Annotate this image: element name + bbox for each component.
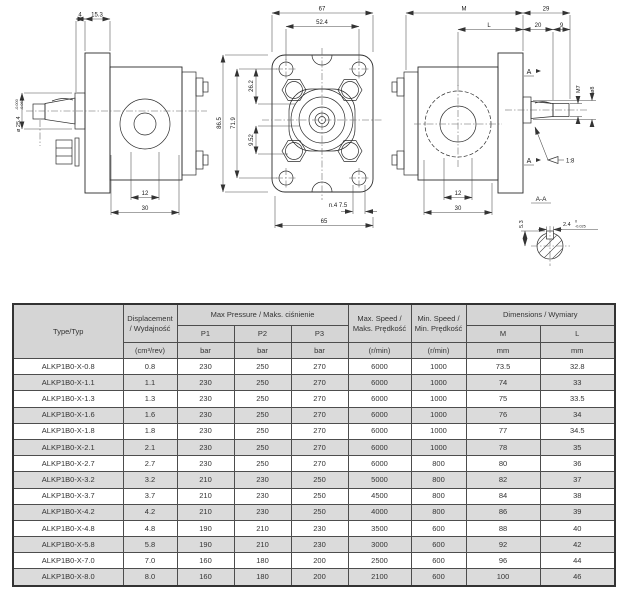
type-cell: ALKP1B0-X-5.8 [13,537,123,553]
value-cell: 77 [466,423,540,439]
value-cell: 5.8 [123,537,177,553]
value-cell: 800 [411,472,466,488]
dim-30-right: 30 [454,206,462,212]
type-cell: ALKP1B0-X-4.2 [13,504,123,520]
value-cell: 200 [291,569,348,586]
value-cell: 270 [291,407,348,423]
dim-12: 12 [141,191,149,197]
value-cell: 190 [177,520,234,536]
value-cell: 1000 [411,375,466,391]
table-row [13,472,615,488]
dim-2-4: 2.4 [563,222,571,228]
value-cell: 230 [291,520,348,536]
value-cell: 34.5 [540,423,615,439]
table-row [13,439,615,455]
value-cell: 600 [411,520,466,536]
left-side-view [15,13,208,216]
value-cell: 73.5 [466,359,540,375]
value-cell: 210 [177,472,234,488]
value-cell: 6000 [348,407,411,423]
value-cell: 3000 [348,537,411,553]
unit-m: mm [466,343,540,359]
value-cell: 210 [234,537,291,553]
dim-5-3: 5.3 [519,220,525,228]
value-cell: 5000 [348,472,411,488]
section-title: A-A [535,196,547,203]
taper-symbol [548,157,558,164]
unit-displacement: (cm³/rev) [123,343,177,359]
value-cell: 6000 [348,456,411,472]
dim-71-9: 71.9 [231,117,237,129]
value-cell: 2.7 [123,456,177,472]
value-cell: 230 [177,456,234,472]
value-cell: 86 [466,504,540,520]
value-cell: 84 [466,488,540,504]
value-cell: 38 [540,488,615,504]
value-cell: 3.7 [123,488,177,504]
value-cell: 180 [234,553,291,569]
value-cell: 270 [291,439,348,455]
type-cell: ALKP1B0-X-4.8 [13,520,123,536]
right-side-view [392,7,596,216]
value-cell: 250 [234,359,291,375]
value-cell: 210 [234,520,291,536]
value-cell: 1.6 [123,407,177,423]
dim-L: L [487,23,491,29]
header-m: M [466,326,540,343]
unit-l: mm [540,343,615,359]
value-cell: 250 [291,504,348,520]
value-cell: 250 [234,407,291,423]
value-cell: 100 [466,569,540,586]
value-cell: 210 [177,504,234,520]
table-row [13,504,615,520]
value-cell: 230 [177,391,234,407]
value-cell: 35 [540,439,615,455]
table-row [13,553,615,569]
type-cell: ALKP1B0-X-7.0 [13,553,123,569]
value-cell: 4000 [348,504,411,520]
type-cell: ALKP1B0-X-3.2 [13,472,123,488]
value-cell: 800 [411,504,466,520]
dim-M: M [461,6,467,13]
value-cell: 250 [234,439,291,455]
table-row [13,488,615,504]
value-cell: 78 [466,439,540,455]
value-cell: 76 [466,407,540,423]
value-cell: 2500 [348,553,411,569]
section-marker-A-top: A [526,69,532,76]
value-cell: 230 [177,407,234,423]
value-cell: 250 [234,456,291,472]
value-cell: 42 [540,537,615,553]
value-cell: 1.1 [123,375,177,391]
value-cell: 230 [177,359,234,375]
front-view [217,7,382,229]
dim-52-4: 52.4 [316,20,328,26]
value-cell: 230 [177,439,234,455]
header-type: Type/Typ [13,304,123,359]
header-max-pressure: Max Pressure / Maks. ciśnienie [177,304,348,326]
value-cell: 600 [411,569,466,586]
value-cell: 2100 [348,569,411,586]
table-row [13,456,615,472]
header-displacement: Displacement / Wydajność [123,304,177,343]
table-row [13,520,615,536]
section-a-a [519,196,598,266]
value-cell: 230 [234,488,291,504]
value-cell: 270 [291,391,348,407]
value-cell: 92 [466,537,540,553]
header-max-speed: Max. Speed / Maks. Prędkość [348,304,411,343]
value-cell: 40 [540,520,615,536]
value-cell: 80 [466,456,540,472]
dim-67: 67 [318,6,326,13]
dim-15-3: 15.3 [91,12,103,19]
label-dia8: ø8 [590,86,596,93]
header-p1: P1 [177,326,234,343]
value-cell: 39 [540,504,615,520]
unit-bar-1: bar [177,343,234,359]
table-row [13,407,615,423]
header-dimensions: Dimensions / Wymiary [466,304,615,326]
value-cell: 270 [291,423,348,439]
value-cell: 44 [540,553,615,569]
dim-2-4-tol-upper: 0 [575,219,578,224]
dim-26-2: 26.2 [249,80,255,92]
type-cell: ALKP1B0-X-1.8 [13,423,123,439]
dim-2-4-tol-lower: -0.025 [575,224,586,229]
value-cell: 600 [411,553,466,569]
dim-9: 9 [559,23,564,29]
value-cell: 200 [291,553,348,569]
dim-holes: n.4 7.5 [328,203,348,209]
dim-4: 4 [78,12,82,19]
value-cell: 210 [177,488,234,504]
value-cell: 96 [466,553,540,569]
unit-bar-3: bar [291,343,348,359]
value-cell: 0.8 [123,359,177,375]
value-cell: 1000 [411,391,466,407]
value-cell: 33 [540,375,615,391]
table-row [13,375,615,391]
type-cell: ALKP1B0-X-0.8 [13,359,123,375]
value-cell: 160 [177,553,234,569]
value-cell: 3500 [348,520,411,536]
taper-ratio: 1:8 [566,158,575,165]
value-cell: 230 [177,375,234,391]
table-row [13,569,615,586]
type-cell: ALKP1B0-X-2.7 [13,456,123,472]
value-cell: 250 [234,423,291,439]
dim-86-5: 86.5 [217,117,223,129]
spec-table-header [13,304,615,359]
value-cell: 7.0 [123,553,177,569]
value-cell: 800 [411,456,466,472]
table-row [13,391,615,407]
value-cell: 36 [540,456,615,472]
value-cell: 32.8 [540,359,615,375]
value-cell: 4.2 [123,504,177,520]
shaft-tol-upper: -0.000 [15,99,19,110]
value-cell: 190 [177,537,234,553]
type-cell: ALKP1B0-X-1.6 [13,407,123,423]
label-M7: M7 [576,85,582,93]
header-min-speed: Min. Speed / Min. Prędkość [411,304,466,343]
value-cell: 8.0 [123,569,177,586]
value-cell: 1.3 [123,391,177,407]
unit-bar-2: bar [234,343,291,359]
value-cell: 1000 [411,359,466,375]
section-arrow-bottom [536,158,541,162]
value-cell: 1.8 [123,423,177,439]
section-arrow-top [536,69,541,73]
value-cell: 34 [540,407,615,423]
left-view-dimensions [15,13,179,216]
spec-table [12,303,616,587]
value-cell: 1000 [411,407,466,423]
dim-shaft-diameter [15,99,24,132]
dim-30: 30 [141,206,149,212]
value-cell: 3.2 [123,472,177,488]
unit-min-speed: (r/min) [411,343,466,359]
right-view-dimensions [406,7,596,216]
value-cell: 230 [234,504,291,520]
type-cell: ALKP1B0-X-8.0 [13,569,123,586]
value-cell: 74 [466,375,540,391]
value-cell: 4.8 [123,520,177,536]
table-row [13,359,615,375]
value-cell: 75 [466,391,540,407]
section-marker-A-bottom: A [526,158,532,165]
type-cell: ALKP1B0-X-1.3 [13,391,123,407]
value-cell: 250 [234,391,291,407]
value-cell: 270 [291,456,348,472]
value-cell: 270 [291,375,348,391]
header-l: L [540,326,615,343]
value-cell: 230 [177,423,234,439]
value-cell: 230 [234,472,291,488]
dim-65: 65 [320,219,328,225]
dim-20: 20 [534,23,542,29]
header-p3: P3 [291,326,348,343]
spec-table-body [13,359,615,586]
value-cell: 88 [466,520,540,536]
type-cell: ALKP1B0-X-2.1 [13,439,123,455]
value-cell: 1000 [411,423,466,439]
value-cell: 600 [411,537,466,553]
value-cell: 6000 [348,375,411,391]
shaft-tol-lower: -0.063 [19,99,24,110]
value-cell: 160 [177,569,234,586]
value-cell: 6000 [348,423,411,439]
table-row [13,537,615,553]
value-cell: 6000 [348,391,411,407]
value-cell: 180 [234,569,291,586]
value-cell: 230 [291,537,348,553]
type-cell: ALKP1B0-X-3.7 [13,488,123,504]
header-p2: P2 [234,326,291,343]
value-cell: 46 [540,569,615,586]
value-cell: 250 [234,375,291,391]
value-cell: 4500 [348,488,411,504]
value-cell: 37 [540,472,615,488]
value-cell: 800 [411,488,466,504]
type-cell: ALKP1B0-X-1.1 [13,375,123,391]
svg-text:ø 25.4: ø 25.4 [16,116,22,132]
dim-9-52: 9.52 [249,134,255,146]
value-cell: 6000 [348,439,411,455]
value-cell: 33.5 [540,391,615,407]
value-cell: 250 [291,488,348,504]
unit-max-speed: (r/min) [348,343,411,359]
table-row [13,423,615,439]
value-cell: 2.1 [123,439,177,455]
value-cell: 250 [291,472,348,488]
value-cell: 6000 [348,359,411,375]
value-cell: 1000 [411,439,466,455]
dim-12-right: 12 [454,191,462,197]
dim-29: 29 [542,6,550,13]
value-cell: 82 [466,472,540,488]
value-cell: 270 [291,359,348,375]
